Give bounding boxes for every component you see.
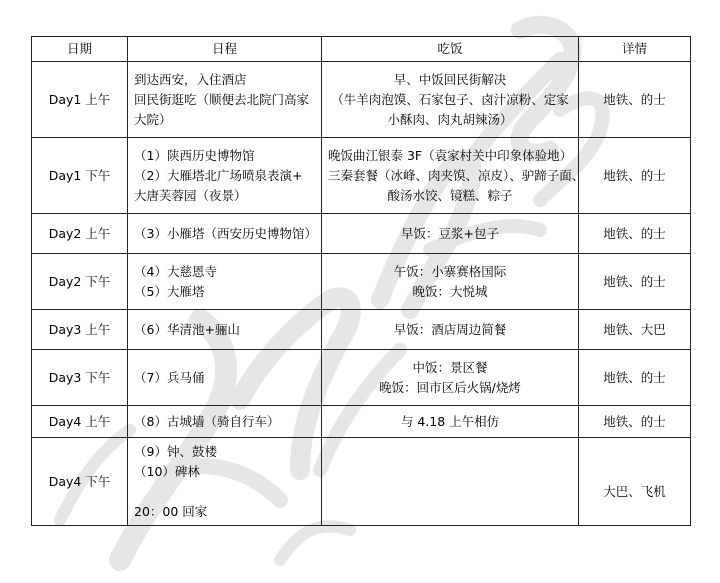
table-row <box>32 138 691 214</box>
schedule-cell <box>128 138 322 214</box>
day-cell: Day3 下午 <box>32 350 128 406</box>
food-cell <box>322 350 579 406</box>
schedule-line: （2）大雁塔北广场喷泉表演+ <box>134 167 303 183</box>
food-cell <box>322 406 579 438</box>
header-detail: 详情 <box>579 37 691 62</box>
schedule-line: （1）陕西历史博物馆 <box>134 147 255 163</box>
day-cell: Day2 下午 <box>32 254 128 310</box>
table-row <box>32 350 691 406</box>
schedule-line: 大唐芙蓉园（夜景） <box>134 187 247 203</box>
schedule-cell <box>128 254 322 310</box>
food-line: 早、中饭回民街解决 <box>393 71 507 87</box>
day-cell: Day2 上午 <box>32 214 128 254</box>
detail-cell: 大巴、飞机 <box>579 438 691 526</box>
schedule-line: （4）大慈恩寺 <box>134 263 217 279</box>
detail-cell: 地铁、的士 <box>579 406 691 438</box>
header-row <box>32 37 691 62</box>
detail-cell: 地铁、大巴 <box>579 310 691 350</box>
day-cell: Day1 下午 <box>32 138 128 214</box>
food-line: 晚饭曲江银泰 3F（袁家村关中印象体验地） <box>328 147 573 163</box>
header-date: 日期 <box>32 37 128 62</box>
food-line: 早饭：酒店周边简餐 <box>393 321 507 337</box>
food-line: 早饭：豆浆+包子 <box>401 225 499 241</box>
table-row <box>32 254 691 310</box>
food-cell <box>322 62 579 138</box>
detail-cell: 地铁、的士 <box>579 138 691 214</box>
schedule-line: （6）华清池+骊山 <box>134 321 240 337</box>
table-row <box>32 214 691 254</box>
food-line: 酸汤水饺、镜糕、粽子 <box>387 187 513 203</box>
food-cell <box>322 138 585 214</box>
schedule-cell <box>128 438 322 526</box>
food-line: 中饭：景区餐 <box>412 359 488 375</box>
schedule-line: （10）碑林 <box>134 463 200 479</box>
schedule-line: （3）小雁塔（西安历史博物馆） <box>134 225 317 241</box>
food-cell <box>322 310 579 350</box>
detail-cell: 地铁、的士 <box>579 214 691 254</box>
schedule-line: （7）兵马俑 <box>134 369 205 385</box>
food-line: 三秦套餐（冰峰、肉夹馍、凉皮）、驴蹄子面、 <box>328 167 585 183</box>
header-schedule: 日程 <box>128 37 322 62</box>
detail-cell: 地铁、的士 <box>579 254 691 310</box>
schedule-line: 回民街逛吃（顺便去北院门高家 <box>134 91 310 107</box>
food-line: 晚饭：大悦城 <box>412 283 488 299</box>
itinerary-table <box>31 36 691 526</box>
food-cell <box>322 214 579 254</box>
schedule-cell <box>128 62 322 138</box>
table-row <box>32 62 691 138</box>
spacer <box>134 482 315 502</box>
day-cell: Day1 上午 <box>32 62 128 138</box>
table-row <box>32 310 691 350</box>
schedule-cell <box>128 310 322 350</box>
schedule-line: （8）古城墙（骑自行车） <box>134 413 280 429</box>
day-cell: Day4 上午 <box>32 406 128 438</box>
schedule-line: 大院） <box>134 111 172 127</box>
day-cell: Day4 下午 <box>32 438 128 526</box>
header-food: 吃饭 <box>322 37 579 62</box>
table-row <box>32 406 691 438</box>
table-row <box>32 438 691 526</box>
food-cell <box>322 254 579 310</box>
food-line: 与 4.18 上午相仿 <box>400 413 500 429</box>
schedule-cell <box>128 214 322 254</box>
detail-cell: 地铁、的士 <box>579 62 691 138</box>
schedule-line: 20：00 回家 <box>134 503 208 519</box>
detail-cell: 地铁、的士 <box>579 350 691 406</box>
food-cell <box>322 438 579 526</box>
food-line: 午饭：小寨赛格国际 <box>393 263 507 279</box>
day-cell: Day3 上午 <box>32 310 128 350</box>
schedule-line: 到达西安，入住酒店 <box>134 71 247 87</box>
schedule-cell <box>128 406 322 438</box>
food-line: （牛羊肉泡馍、石家包子、卤汁凉粉、定家 <box>331 91 569 107</box>
schedule-cell <box>128 350 322 406</box>
schedule-line: （5）大雁塔 <box>134 283 205 299</box>
schedule-line: （9）钟、鼓楼 <box>134 443 217 459</box>
food-line: 小酥肉、肉丸胡辣汤） <box>387 111 513 127</box>
food-line: 晚饭：回市区后火锅/烧烤 <box>379 379 521 395</box>
